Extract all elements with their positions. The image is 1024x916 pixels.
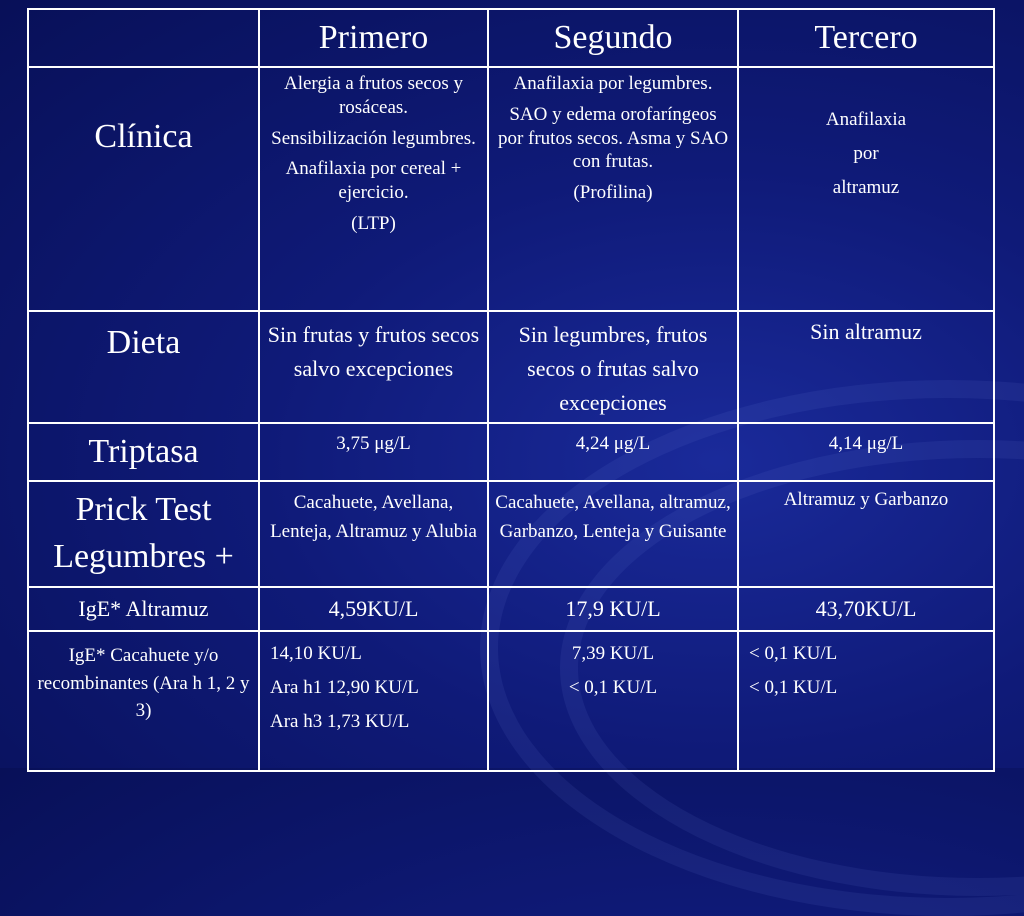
cell-ige-altramuz-primero: 4,59KU/L (259, 587, 488, 631)
cell-clinica-segundo (488, 67, 738, 311)
row-label-prick-text: Prick Test Legumbres + (53, 491, 234, 575)
cell-dieta-segundo: Sin legumbres, frutos secos o frutas salvo excepciones (488, 311, 738, 423)
ige-cacahuete-tercero-line: < 0,1 KU/L (749, 676, 838, 698)
cell-ige-cacahuete-tercero (738, 631, 994, 771)
clinica-tercero-line: Anafilaxia (825, 109, 907, 130)
ige-cacahuete-segundo-line: < 0,1 KU/L (568, 676, 658, 698)
comparison-table (27, 8, 995, 772)
clinica-tercero-line: por (853, 142, 879, 164)
row-label-dieta (28, 311, 259, 423)
row-label-ige-cacahuete (28, 631, 259, 771)
row-label-ige-cacahuete-text: IgE* Cacahuete y/o recombinantes (Ara h 1, 2 y 3) (37, 645, 250, 722)
cell-clinica-primero (259, 67, 488, 311)
ige-cacahuete-tercero-line: < 0,1 KU/L (749, 643, 838, 664)
row-triptasa (28, 423, 994, 481)
row-label-prick (28, 481, 259, 587)
cell-triptasa-tercero: 4,14 μg/L (738, 423, 994, 481)
clinica-primero-line: Anafilaxia por cereal + ejercicio. (285, 158, 462, 203)
clinica-segundo-line: SAO y edema orofaríngeos por frutos secos. Asma y SAO con frutas. (497, 103, 729, 173)
row-clinica (28, 67, 994, 311)
clinica-segundo-line: Anafilaxia por legumbres. (513, 73, 713, 94)
row-label-clinica-text: Clínica (94, 118, 193, 155)
header-row (28, 9, 994, 67)
row-prick (28, 481, 994, 587)
cell-prick-primero: Cacahuete, Avellana, Lenteja, Altramuz y Alubia (259, 481, 488, 587)
clinica-primero-line: Sensibilización legumbres. (271, 127, 476, 149)
header-primero: Primero (259, 9, 488, 67)
cell-ige-altramuz-tercero: 43,70KU/L (738, 587, 994, 631)
clinica-tercero-line: altramuz (832, 176, 900, 198)
cell-triptasa-primero: 3,75 μg/L (259, 423, 488, 481)
ige-cacahuete-segundo-line: 7,39 KU/L (571, 643, 655, 664)
row-label-triptasa (28, 423, 259, 481)
cell-ige-cacahuete-segundo (488, 631, 738, 771)
row-dieta (28, 311, 994, 423)
cell-clinica-tercero (738, 67, 994, 311)
clinica-primero-line: (LTP) (351, 212, 396, 234)
clinica-segundo-line: (Profilina) (573, 182, 653, 203)
cell-ige-cacahuete-primero (259, 631, 488, 771)
row-label-dieta-text: Dieta (106, 324, 181, 361)
row-label-ige-altramuz (28, 587, 259, 631)
ige-cacahuete-primero-line: Ara h3 1,73 KU/L (270, 710, 410, 732)
ige-cacahuete-primero-line: Ara h1 12,90 KU/L (270, 676, 419, 698)
row-label-ige-altramuz-text: IgE* Altramuz (78, 596, 209, 622)
cell-prick-segundo: Cacahuete, Avellana, altramuz, Garbanzo, Lenteja y Guisante (488, 481, 738, 587)
ige-cacahuete-primero-line: 14,10 KU/L (270, 643, 362, 664)
clinica-primero-line: Alergia a frutos secos y rosáceas. (283, 73, 464, 118)
header-empty-cell (28, 9, 259, 67)
header-segundo: Segundo (488, 9, 738, 67)
cell-ige-altramuz-segundo: 17,9 KU/L (488, 587, 738, 631)
cell-prick-tercero: Altramuz y Garbanzo (738, 481, 994, 587)
cell-dieta-tercero: Sin altramuz (738, 311, 994, 423)
row-label-triptasa-text: Triptasa (88, 433, 199, 471)
row-ige-cacahuete (28, 631, 994, 771)
cell-triptasa-segundo: 4,24 μg/L (488, 423, 738, 481)
cell-dieta-primero: Sin frutas y frutos secos salvo excepciones (259, 311, 488, 423)
header-tercero: Tercero (738, 9, 994, 67)
row-label-clinica (28, 67, 259, 311)
row-ige-altramuz (28, 587, 994, 631)
